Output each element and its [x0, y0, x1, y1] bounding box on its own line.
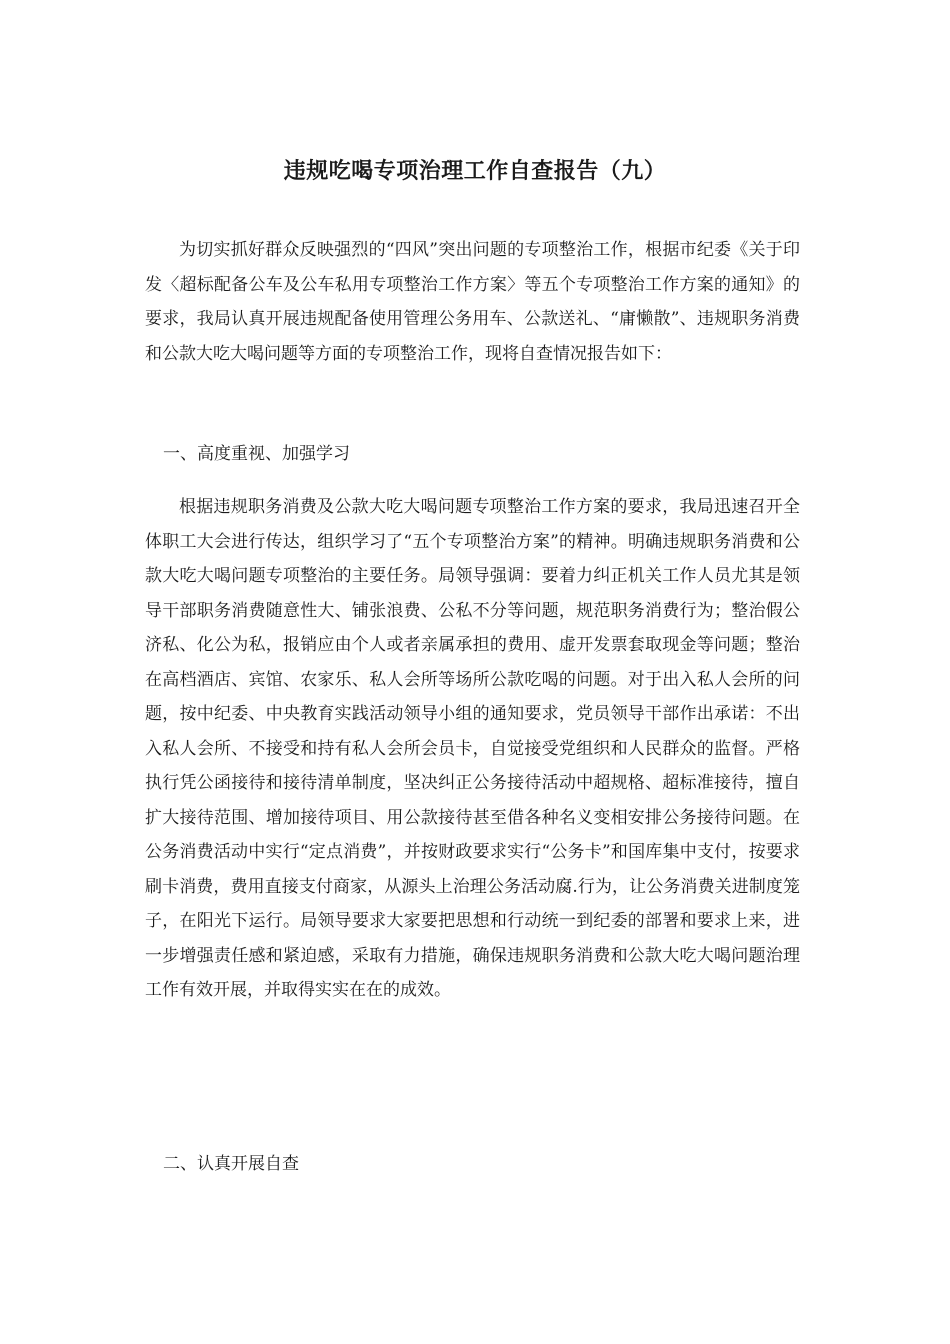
section-2-heading: 二、认真开展自查 [163, 1154, 299, 1174]
section-1-paragraph: 根据违规职务消费及公款大吃大喝问题专项整治工作方案的要求，我局迅速召开全体职工大会进行传达，组织学习了“五个专项整治方案”的精神。明确违规职务消费和公款大吃大喝问题专项整治的主要任务。局领导强调：要着力纠正机关工作人员尤其是领导干部职务消费随意性大、铺张浪费、公私不分等问题，规范职务消费行为；整治假公济私、化公为私，报销应由个人或者亲属承担的费用、虚开发票套取现金等问题；整治在高档酒店、宾馆、农家乐、私人会所等场所公款吃喝的问题。对于出入私人会所的问题，按中纪委、中央教育实践活动领导小组的通知要求，党员领导干部作出承诺：不出入私人会所、不接受和持有私人会所会员卡，自觉接受党组织和人民群众的监督。严格执行凭公函接待和接待清单制度，坚决纠正公务接待活动中超规格、超标准接待，擅自扩大接待范围、增加接待项目、用公款接待甚至借各种名义变相安排公务接待问题。在公务消费活动中实行“定点消费”，并按财政要求实行“公务卡”和国库集中支付，按要求刷卡消费，费用直接支付商家，从源头上治理公务活动腐.行为，让公务消费关进制度笼子，在阳光下运行。局领导要求大家要把思想和行动统一到纪委的部署和要求上来，进一步增强责任感和紧迫感，采取有力措施，确保违规职务消费和公款大吃大喝问题治理工作有效开展，并取得实实在在的成效。 [145, 497, 800, 1000]
intro-paragraph: 为切实抓好群众反映强烈的“四风”突出问题的专项整治工作，根据市纪委《关于印发〈超标配备公车及公车私用专项整治工作方案〉等五个专项整治工作方案的通知》的要求，我局认真开展违规配备使用管理公务用车、公款送礼、“庸懒散”、违规职务消费和公款大吃大喝问题等方面的专项整治工作，现将自查情况报告如下： [145, 240, 800, 364]
section-1-heading: 一、高度重视、加强学习 [163, 444, 350, 464]
document-title: 违规吃喝专项治理工作自查报告（九） [283, 159, 667, 184]
